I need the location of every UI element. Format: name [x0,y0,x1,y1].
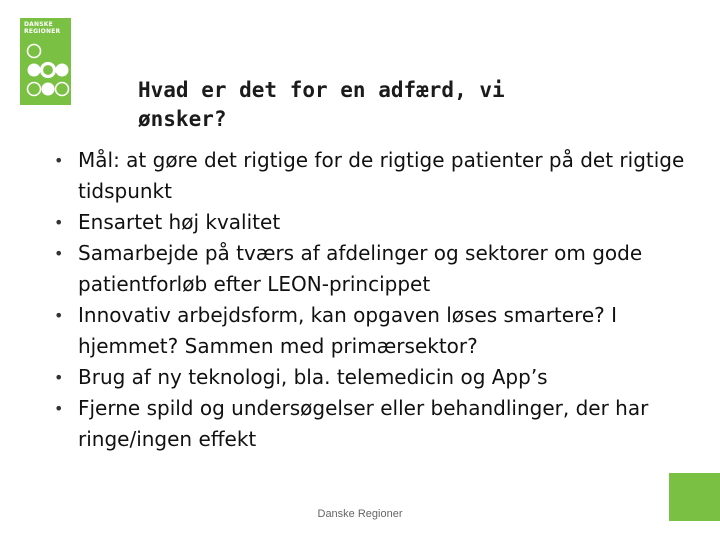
bullet-item [50,300,690,362]
logo-line-1: DANSKE [24,21,53,28]
bullet-list [50,145,690,455]
danske-regioner-logo [20,18,71,105]
bullet-text: Fjerne spild og undersøgelser eller behandlinger, der har ringe/ingen effekt [78,396,649,451]
bullet-item [50,238,690,300]
slide-title-line-1: Hvad er det for en adfærd, vi [138,78,505,102]
bullet-item [50,145,690,207]
bullet-dot-icon: • [54,306,64,325]
logo-circles-icon [20,18,71,105]
bullet-text: Ensartet høj kvalitet [78,210,281,234]
bullet-text: Mål: at gøre det rigtige for de rigtige patienter på det rigtige tidspunkt [78,148,685,203]
bullet-item [50,362,690,393]
corner-accent-block [669,473,720,521]
slide-title-line-2: ønsker? [138,107,227,131]
bullet-text: Innovativ arbejdsform, kan opgaven løses smartere? I hjemmet? Sammen med primærsektor? [78,303,618,358]
logo-line-2: REGIONER [24,28,61,35]
bullet-item [50,207,690,238]
bullet-dot-icon: • [54,399,64,418]
bullet-item [50,393,690,455]
bullet-text: Brug af ny teknologi, bla. telemedicin og App’s [78,365,548,389]
slide-title [138,76,618,134]
bullet-dot-icon: • [54,368,64,387]
bullet-dot-icon: • [54,213,64,232]
footer-text: Danske Regioner [317,508,403,520]
bullet-dot-icon: • [54,151,64,170]
bullet-text: Samarbejde på tværs af afdelinger og sektorer om gode patientforløb efter LEON-princippet [78,241,643,296]
bullet-dot-icon: • [54,244,64,263]
